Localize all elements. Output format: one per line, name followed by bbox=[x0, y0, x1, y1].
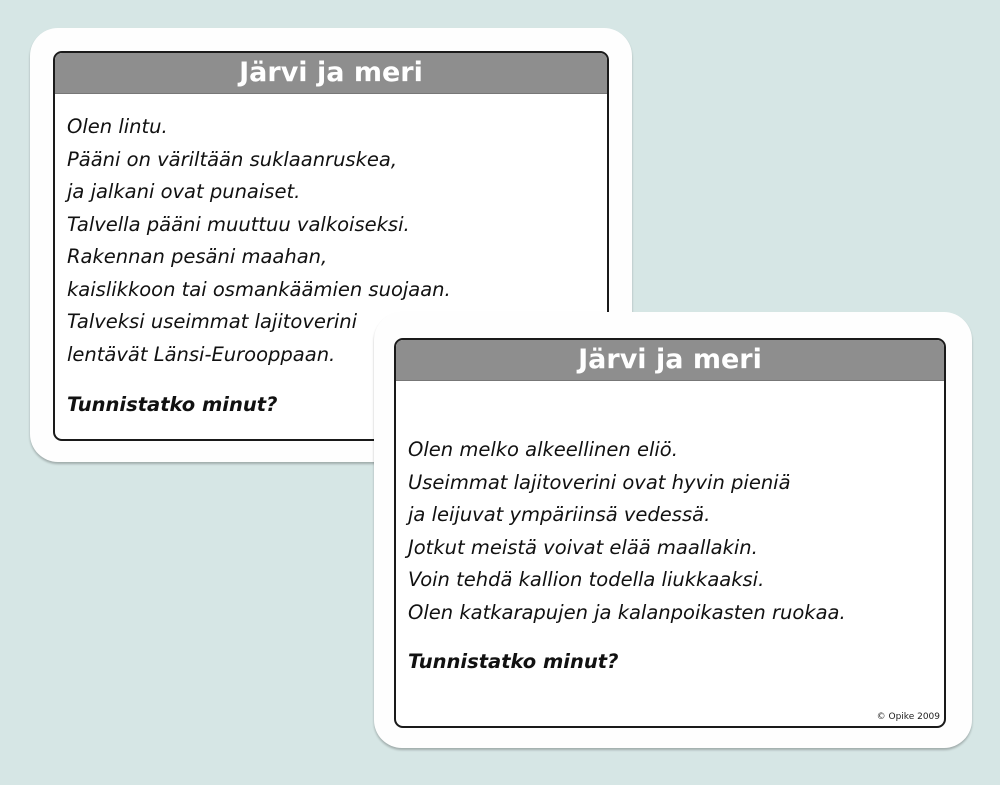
card-frame bbox=[394, 338, 946, 728]
description-line: Jotkut meistä voivat elää maallakin. bbox=[408, 535, 758, 559]
description-line: Olen melko alkeellinen eliö. bbox=[408, 438, 678, 461]
description-line: Voin tehdä kallion todella liukkaaksi. bbox=[408, 568, 765, 591]
copyright-text: © Opike 2009 bbox=[876, 712, 940, 722]
description-line: Olen katkarapujen ja kalanpoikasten ruokaa. bbox=[408, 600, 846, 624]
card-title: Järvi ja meri bbox=[55, 53, 607, 94]
description-line: Useimmat lajitoverini ovat hyvin pieniä bbox=[408, 470, 791, 494]
card-description bbox=[408, 434, 846, 629]
description-line: lentävät Länsi-Eurooppaan. bbox=[67, 342, 336, 366]
description-line: ja jalkani ovat punaiset. bbox=[67, 180, 301, 203]
card-title: Järvi ja meri bbox=[396, 340, 944, 381]
description-line: kaislikkoon tai osmankäämien suojaan. bbox=[67, 277, 451, 301]
quiz-card-algae bbox=[374, 312, 972, 748]
description-line: ja leijuvat ympäriinsä vedessä. bbox=[408, 503, 711, 526]
description-line: Pääni on väriltään suklaanruskea, bbox=[67, 147, 398, 171]
card-question: Tunnistatko minut? bbox=[67, 393, 278, 416]
card-question: Tunnistatko minut? bbox=[408, 650, 619, 673]
description-line: Talveksi useimmat lajitoverini bbox=[67, 310, 358, 333]
description-line: Rakennan pesäni maahan, bbox=[67, 245, 328, 268]
description-line: Talvella pääni muuttuu valkoiseksi. bbox=[67, 212, 410, 236]
description-line: Olen lintu. bbox=[67, 115, 168, 138]
